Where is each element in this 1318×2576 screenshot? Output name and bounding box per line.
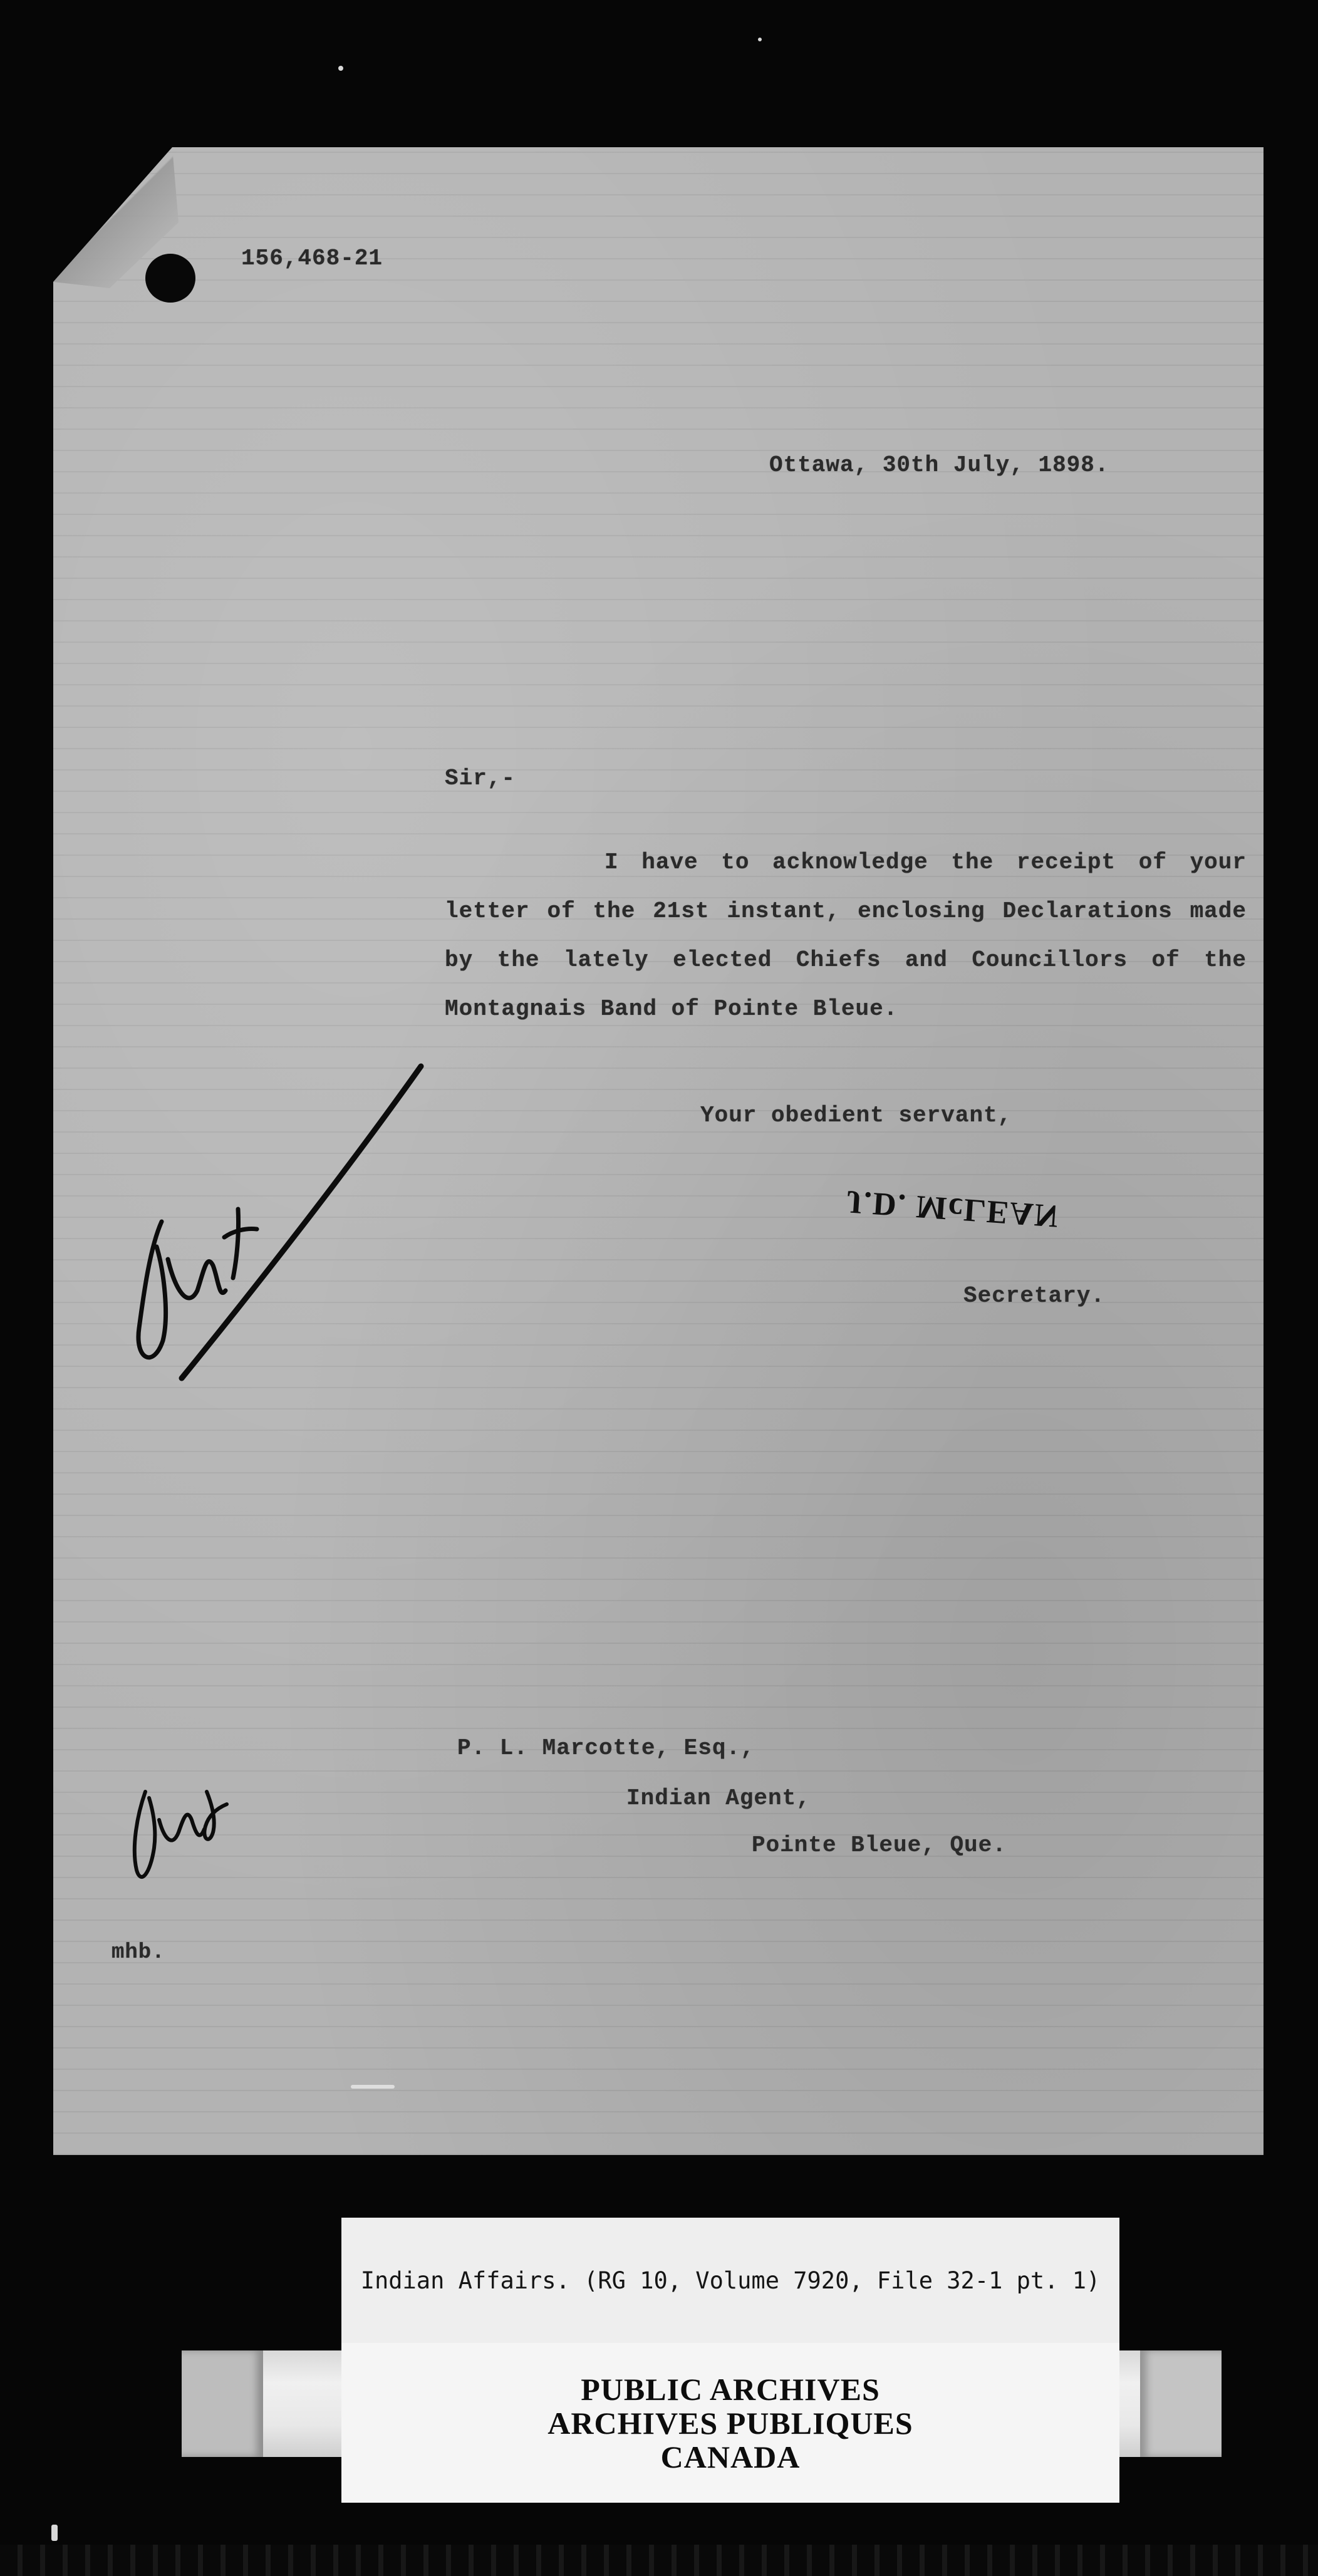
signatory-title: Secretary. [963,1283,1106,1309]
dust-speck [758,38,762,41]
archive-band-end [182,2350,263,2457]
punch-hole [145,254,195,303]
salutation: Sir,- [445,766,516,791]
addressee-name: P. L. Marcotte, Esq., [457,1735,755,1761]
archive-label-line: PUBLIC ARCHIVES [581,2371,880,2407]
film-edge [0,2545,1318,2576]
addressee-place: Pointe Bleue, Que. [752,1832,1007,1858]
archive-reference-label [341,2218,1119,2343]
archive-label-line: CANADA [660,2439,801,2475]
public-archives-label [341,2343,1119,2503]
archive-label-line: ARCHIVES PUBLIQUES [547,2405,913,2441]
signature-stamp: J.D. McLEAN [844,1183,1061,1234]
archive-band-end [1140,2350,1222,2457]
typed-letter-page [53,147,1264,2155]
letter-body: I have to acknowledge the receipt of your letter of the 21st instant, enclosing Declarations made by the lately elected Chiefs and Councillors of the Montagnais Band of Pointe Bleue. [445,849,1247,1022]
addressee-position: Indian Agent, [626,1785,811,1811]
archive-reference: Indian Affairs. (RG 10, Volume 7920, File 32-1 pt. 1) [360,2267,1101,2294]
dust-speck [338,66,343,71]
dust-speck [51,2525,58,2541]
file-number: 156,468-21 [241,246,383,271]
letter-date: Ottawa, 30th July, 1898. [769,452,1109,478]
typist-initials: mhb. [112,1941,165,1965]
closing-line: Your obedient servant, [700,1103,1012,1128]
